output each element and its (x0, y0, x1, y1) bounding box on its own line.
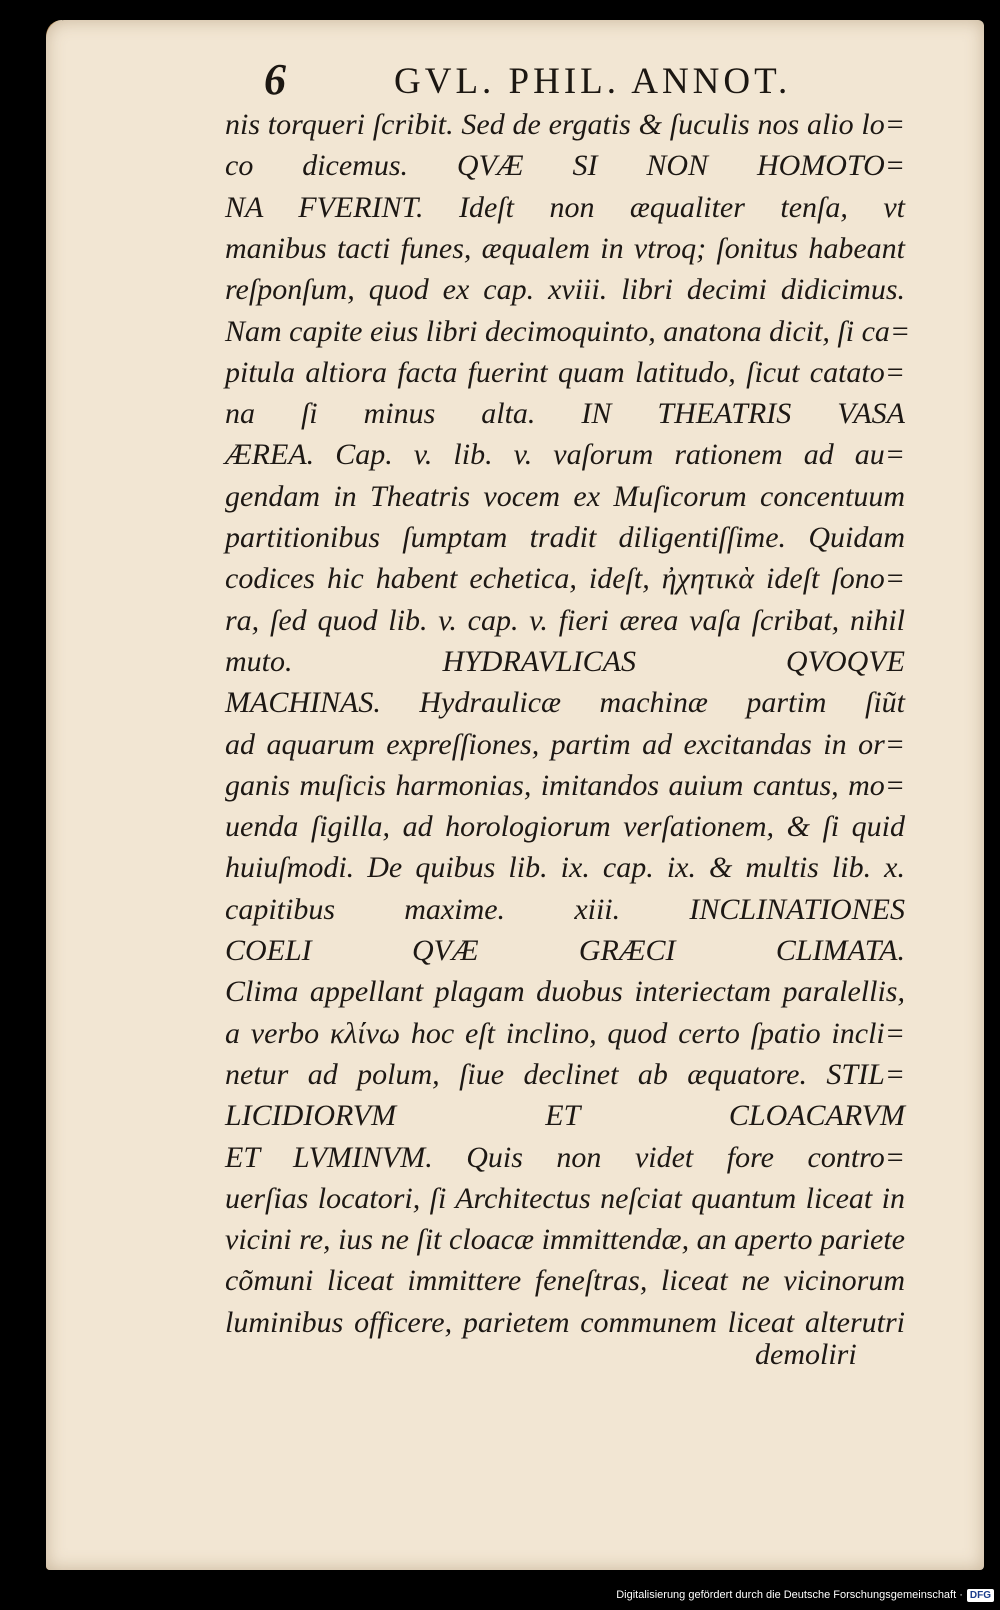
text-line: vicini re, ius ne ſit cloacæ immittendæ, an aperto pariete (225, 1223, 905, 1257)
catchword: demoliri (755, 1338, 857, 1371)
text-line: co dicemus. QVÆ SI NON HOMOTO= (225, 149, 905, 183)
text-line: partitionibus ſumptam tradit diligentiſſime. Quidam (225, 521, 905, 554)
text-line: a verbo κλίνω hoc eſt inclino, quod certo ſpatio incli= (225, 1016, 905, 1050)
text-line: muto. HYDRAVLICAS QVOQVE (225, 644, 905, 678)
text-line: Clima appellant plagam duobus interiectam paralellis, (225, 975, 905, 1009)
text-line: huiuſmodi. De quibus lib. ix. cap. ix. & multis lib. x. (225, 851, 905, 885)
text-line: gendam in Theatris vocem ex Muſicorum concentuum (225, 479, 905, 513)
text-line: luminibus officere, parietem communem liceat alterutri (225, 1305, 905, 1339)
text-line: codices hic habent echetica, ideſt, ἠχητικὰ ideſt ſono= (225, 562, 905, 596)
text-line: LICIDIORVM ET CLOACARVM (225, 1099, 905, 1133)
text-line: MACHINAS. Hydraulicæ machinæ partim ſiũt (225, 686, 905, 720)
text-line: ad aquarum expreſſiones, partim ad excitandas in or= (225, 727, 905, 761)
text-line: uenda ſigilla, ad horologiorum verſationem, & ſi quid (225, 810, 905, 844)
footer-text: Digitalisierung gefördert durch die Deutsche Forschungsgemeinschaft · (616, 1589, 963, 1601)
text-line: Nam capite eius libri decimoquinto, anatona dicit, ſi ca= (225, 314, 911, 348)
running-title: GVL. PHIL. ANNOT. (394, 61, 792, 102)
text-line: manibus tacti funes, æqualem in vtroq; ſonitus habeant (225, 231, 905, 265)
text-line: COELI QVÆ GRÆCI CLIMATA. (225, 934, 905, 967)
text-line: NA FVERINT. Ideſt non æqualiter tenſa, vt (225, 190, 905, 224)
text-line: ganis muſicis harmonias, imitandos auium cantus, mo= (225, 768, 905, 802)
text-line: uerſias locatori, ſi Architectus neſciat quantum liceat in (225, 1181, 905, 1215)
text-line: reſponſum, quod ex cap. xviii. libri decimi didicimus. (225, 273, 905, 307)
page-number: 6 (264, 55, 290, 104)
text-line: cõmuni liceat immittere feneſtras, liceat ne vicinorum (225, 1264, 905, 1298)
dfg-logo: DFG (967, 1589, 994, 1602)
text-line: pitula altiora facta fuerint quam latitudo, ſicut catato= (225, 355, 905, 389)
text-line: netur ad polum, ſiue declinet ab æquatore. STIL= (225, 1057, 905, 1091)
footer-credit (616, 1586, 994, 1604)
text-line: ra, ſed quod lib. v. cap. v. fieri ærea vaſa ſcribat, nihil (225, 603, 905, 637)
text-line: ÆREA. Cap. v. lib. v. vaſorum rationem ad au= (225, 438, 905, 472)
text-line: capitibus maxime. xiii. INCLINATIONES (225, 892, 905, 926)
text-line: na ſi minus alta. IN THEATRIS VASA (225, 397, 905, 431)
text-line: ET LVMINVM. Quis non videt fore contro= (225, 1140, 905, 1174)
text-line: nis torqueri ſcribit. Sed de ergatis & ſuculis nos alio lo= (225, 108, 905, 141)
